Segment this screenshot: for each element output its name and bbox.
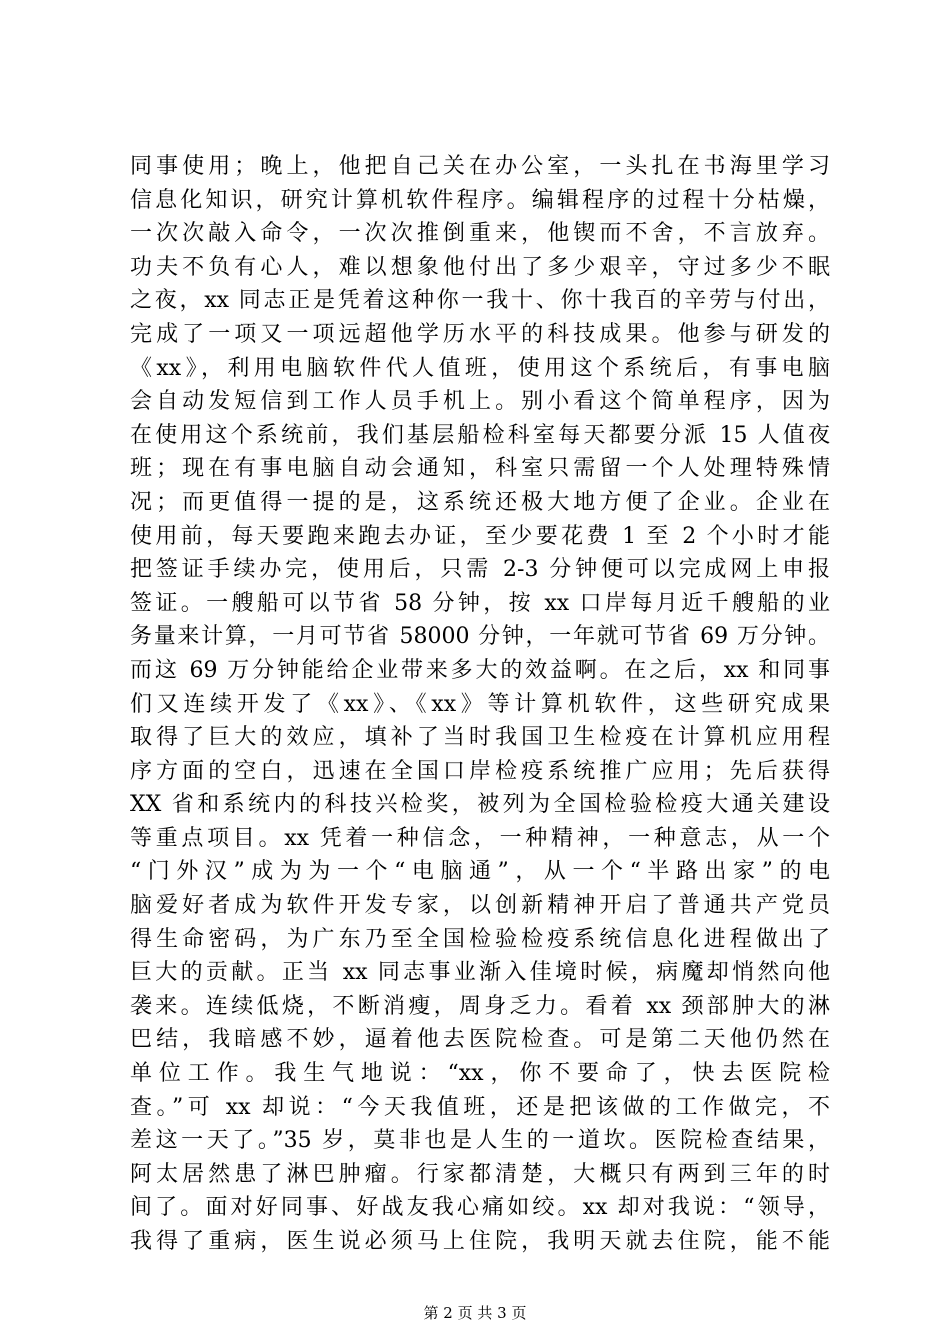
text-line: 间了。面对好同事、好战友我心痛如绞。xx 却对我说：“领导， <box>130 1195 830 1221</box>
text-line: 单位工作。我生气地说：“xx，你不要命了，快去医院检 <box>130 1061 830 1087</box>
text-line: 等重点项目。xx 凭着一种信念，一种精神，一种意志，从一个 <box>130 825 830 851</box>
text-line: 阿太居然患了淋巴肿瘤。行家都清楚，大概只有两到三年的时 <box>130 1161 830 1187</box>
text-line: 一次次敲入命令，一次次推倒重来，他锲而不舍，不言放弃。 <box>130 221 830 247</box>
text-line: 信息化知识，研究计算机软件程序。编辑程序的过程十分枯燥， <box>130 187 830 213</box>
text-line: 取得了巨大的效应，填补了当时我国卫生检疫在计算机应用程 <box>130 725 830 751</box>
text-line: 序方面的空白，迅速在全国口岸检疫系统推广应用；先后获得 <box>130 758 830 784</box>
text-line: 袭来。连续低烧，不断消瘦，周身乏力。看着 xx 颈部肿大的淋 <box>130 993 830 1019</box>
text-line: 会自动发短信到工作人员手机上。别小看这个简单程序，因为 <box>130 389 830 415</box>
text-line: 把签证手续办完，使用后，只需 2-3 分钟便可以完成网上申报 <box>130 557 830 583</box>
text-line: 班；现在有事电脑自动会通知，科室只需留一个人处理特殊情 <box>130 456 830 482</box>
text-line: 同事使用；晚上，他把自己关在办公室，一头扎在书海里学习 <box>130 154 830 179</box>
text-line: 巴结，我暗感不妙，逼着他去医院检查。可是第二天他仍然在 <box>130 1027 830 1053</box>
text-line: 得生命密码，为广东乃至全国检验检疫系统信息化进程做出了 <box>130 926 830 952</box>
text-line: XX 省和系统内的科技兴检奖，被列为全国检验检疫大通关建设 <box>130 792 830 818</box>
text-line: 功夫不负有心人，难以想象他付出了多少艰辛，守过多少不眠 <box>130 254 830 280</box>
text-line: 脑爱好者成为软件开发专家，以创新精神开启了普通共产党员 <box>130 893 830 919</box>
text-line: 而这 69 万分钟能给企业带来多大的效益啊。在之后，xx 和同事 <box>130 657 830 683</box>
text-line: 差这一天了。”35 岁，莫非也是人生的一道坎。医院检查结果， <box>130 1128 830 1154</box>
text-line: 巨大的贡献。正当 xx 同志事业渐入佳境时候，病魔却悄然向他 <box>130 960 830 986</box>
text-line: “门外汉”成为为一个“电脑通”，从一个“半路出家”的电 <box>130 859 830 885</box>
text-line: 我得了重病，医生说必须马上住院，我明天就去住院，能不能 <box>130 1229 830 1254</box>
body-text <box>130 150 830 1259</box>
text-line: 之夜，xx 同志正是凭着这种你一我十、你十我百的辛劳与付出， <box>130 288 830 314</box>
text-line: 况；而更值得一提的是，这系统还极大地方便了企业。企业在 <box>130 489 830 515</box>
page-footer: 第 2 页 共 3 页 <box>423 1304 527 1322</box>
text-line: 务量来计算，一月可节省 58000 分钟，一年就可节省 69 万分钟。 <box>130 624 830 650</box>
text-line: 查。”可 xx 却说：“今天我值班，还是把该做的工作做完，不 <box>130 1094 830 1120</box>
text-line: 完成了一项又一项远超他学历水平的科技成果。他参与研发的 <box>130 321 830 347</box>
text-line: 在使用这个系统前，我们基层船检科室每天都要分派 15 人值夜 <box>130 422 830 448</box>
text-line: 使用前，每天要跑来跑去办证，至少要花费 1 至 2 个小时才能 <box>130 523 830 549</box>
text-line: 们又连续开发了《xx》、《xx》等计算机软件，这些研究成果 <box>130 691 830 717</box>
text-line: 《xx》，利用电脑软件代人值班，使用这个系统后，有事电脑 <box>130 355 830 381</box>
text-line: 签证。一艘船可以节省 58 分钟，按 xx 口岸每月近千艘船的业 <box>130 590 830 616</box>
